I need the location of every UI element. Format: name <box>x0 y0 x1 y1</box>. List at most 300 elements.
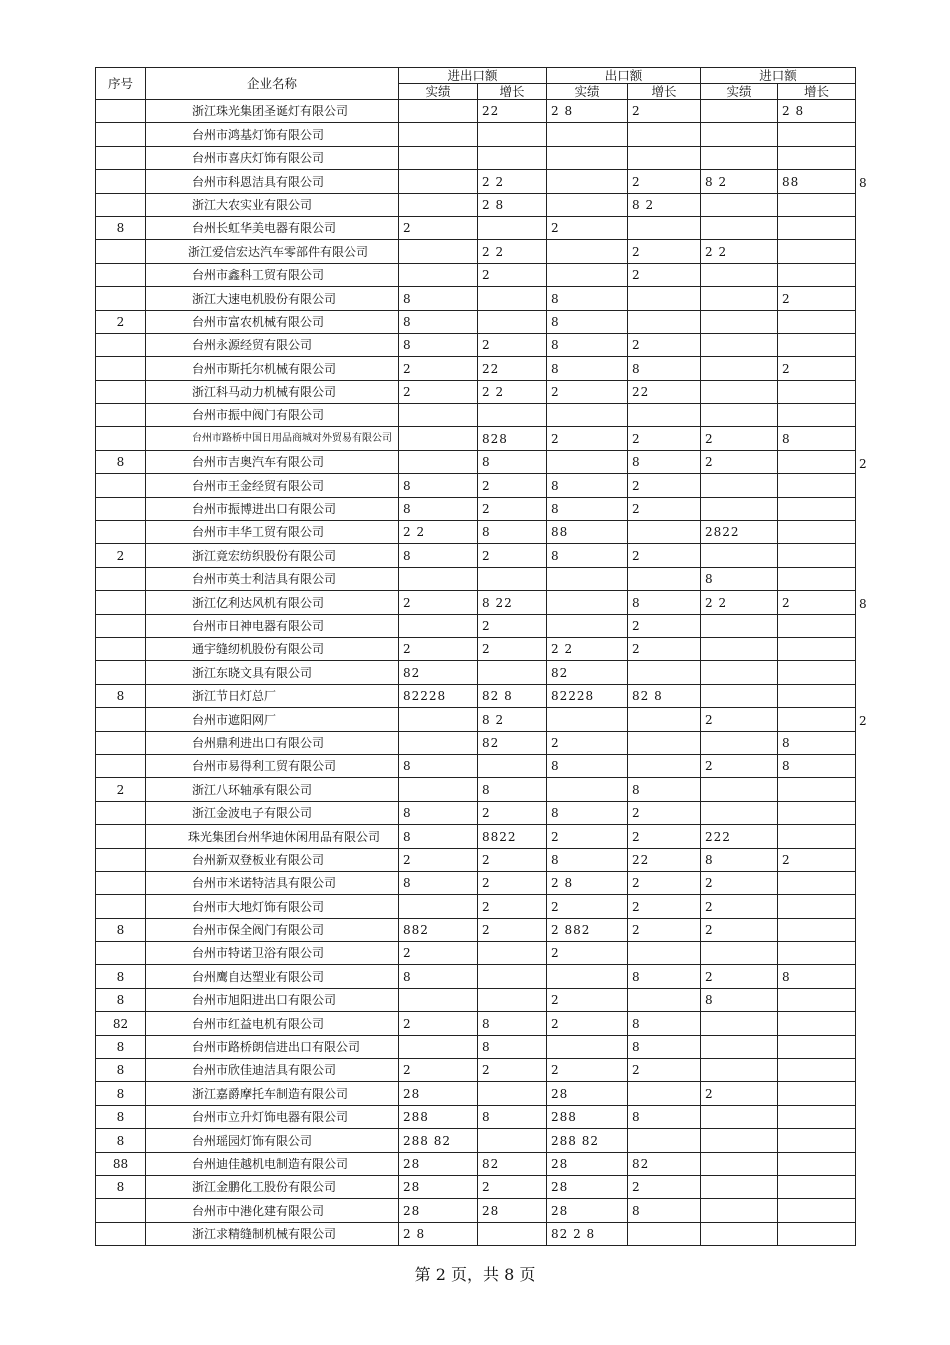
import-growth-cell <box>778 123 856 146</box>
export-actual-cell: 288 82 <box>547 1129 628 1152</box>
total-growth-cell <box>478 404 547 427</box>
export-actual-cell <box>547 614 628 637</box>
import-growth-cell <box>778 1012 856 1035</box>
import-actual-cell: 2 <box>701 965 778 988</box>
table-row <box>96 1035 856 1058</box>
export-actual-cell: 2 <box>547 731 628 754</box>
table-row <box>96 754 856 777</box>
total-growth-cell: 22 <box>478 357 547 380</box>
import-growth-cell: 2 <box>778 848 856 871</box>
table-row <box>96 287 856 310</box>
table-row <box>96 965 856 988</box>
import-actual-cell: 2 2 <box>701 591 778 614</box>
total-growth-cell: 28 <box>478 1199 547 1222</box>
table-row <box>96 871 856 894</box>
export-actual-cell: 2 <box>547 216 628 239</box>
row-seq: 8 <box>96 965 146 988</box>
import-actual-cell <box>701 404 778 427</box>
total-growth-cell: 2 <box>478 614 547 637</box>
import-growth-cell <box>778 146 856 169</box>
table-row <box>96 825 856 848</box>
total-growth-cell <box>478 965 547 988</box>
total-actual-cell <box>399 404 478 427</box>
row-seq <box>96 708 146 731</box>
import-growth-cell: 2 <box>778 591 856 614</box>
export-growth-cell: 2 <box>628 333 701 356</box>
import-actual-cell <box>701 731 778 754</box>
total-actual-cell <box>399 895 478 918</box>
total-growth-cell <box>478 310 547 333</box>
export-actual-cell: 28 <box>547 1199 628 1222</box>
company-name: 台州市遮阳网厂 <box>146 708 399 731</box>
subheader-growth: 增长 <box>778 84 856 100</box>
export-actual-cell: 288 <box>547 1105 628 1128</box>
export-actual-cell <box>547 778 628 801</box>
row-seq <box>96 521 146 544</box>
import-growth-cell <box>778 310 856 333</box>
total-actual-cell <box>399 450 478 473</box>
import-actual-cell: 8 <box>701 988 778 1011</box>
import-growth-cell: 8 <box>778 427 856 450</box>
import-growth-cell: 2 <box>778 357 856 380</box>
row-seq <box>96 1222 146 1245</box>
export-actual-cell: 28 <box>547 1175 628 1198</box>
total-actual-cell: 2 <box>399 591 478 614</box>
import-actual-cell <box>701 380 778 403</box>
export-actual-cell: 8 <box>547 310 628 333</box>
total-growth-cell: 8 <box>478 1105 547 1128</box>
total-actual-cell <box>399 427 478 450</box>
company-name: 台州市路桥朗信进出口有限公司 <box>146 1035 399 1058</box>
total-actual-cell <box>399 708 478 731</box>
export-actual-cell: 2 882 <box>547 918 628 941</box>
export-actual-cell <box>547 965 628 988</box>
table-row <box>96 333 856 356</box>
company-name: 台州瑶园灯饰有限公司 <box>146 1129 399 1152</box>
table-row <box>96 146 856 169</box>
import-growth-cell: 8 <box>778 731 856 754</box>
import-actual-cell: 2 <box>701 427 778 450</box>
import-growth-cell <box>778 450 856 473</box>
company-name: 台州市科恩洁具有限公司 <box>146 170 399 193</box>
total-growth-cell: 2 <box>478 1059 547 1082</box>
table-row <box>96 1082 856 1105</box>
total-actual-cell <box>399 614 478 637</box>
company-name: 台州市中港化建有限公司 <box>146 1199 399 1222</box>
table-row <box>96 661 856 684</box>
row-seq <box>96 474 146 497</box>
company-name: 台州市喜庆灯饰有限公司 <box>146 146 399 169</box>
export-actual-cell <box>547 263 628 286</box>
table-row <box>96 1152 856 1175</box>
company-name: 台州市大地灯饰有限公司 <box>146 895 399 918</box>
import-growth-cell <box>778 661 856 684</box>
row-seq <box>96 591 146 614</box>
company-name: 台州市旭阳进出口有限公司 <box>146 988 399 1011</box>
export-growth-cell <box>628 661 701 684</box>
export-growth-cell: 8 <box>628 965 701 988</box>
export-growth-cell: 2 <box>628 100 701 123</box>
table-row <box>96 497 856 520</box>
total-actual-cell: 2 <box>399 357 478 380</box>
export-actual-cell: 2 <box>547 895 628 918</box>
table-row <box>96 1059 856 1082</box>
export-growth-cell: 8 <box>628 1199 701 1222</box>
import-actual-cell <box>701 497 778 520</box>
subheader-actual: 实绩 <box>547 84 628 100</box>
export-growth-cell <box>628 1082 701 1105</box>
import-growth-cell: 88 <box>778 170 856 193</box>
export-actual-cell: 82 <box>547 661 628 684</box>
export-growth-cell: 2 <box>628 497 701 520</box>
import-actual-cell: 8 <box>701 567 778 590</box>
row-seq <box>96 427 146 450</box>
export-actual-cell <box>547 146 628 169</box>
import-growth-cell <box>778 801 856 824</box>
total-growth-cell <box>478 754 547 777</box>
row-seq: 2 <box>96 310 146 333</box>
table-row <box>96 521 856 544</box>
total-actual-cell: 2 <box>399 216 478 239</box>
total-growth-cell: 2 <box>478 918 547 941</box>
total-actual-cell <box>399 193 478 216</box>
outside-value: 2 <box>859 714 867 729</box>
import-growth-cell <box>778 404 856 427</box>
export-growth-cell: 22 <box>628 380 701 403</box>
total-actual-cell: 2 <box>399 637 478 660</box>
company-name: 台州市振博进出口有限公司 <box>146 497 399 520</box>
export-growth-cell <box>628 708 701 731</box>
total-actual-cell: 8 <box>399 754 478 777</box>
export-actual-cell <box>547 450 628 473</box>
table-row <box>96 450 856 473</box>
company-name: 台州市斯托尔机械有限公司 <box>146 357 399 380</box>
subheader-actual: 实绩 <box>399 84 478 100</box>
import-growth-cell <box>778 193 856 216</box>
table-row <box>96 988 856 1011</box>
export-actual-cell <box>547 123 628 146</box>
import-growth-cell <box>778 1152 856 1175</box>
export-actual-cell <box>547 708 628 731</box>
import-actual-cell: 2 <box>701 754 778 777</box>
total-actual-cell <box>399 731 478 754</box>
total-actual-cell <box>399 240 478 263</box>
total-actual-cell: 8 <box>399 497 478 520</box>
export-actual-cell <box>547 1035 628 1058</box>
export-actual-cell: 2 <box>547 1059 628 1082</box>
total-growth-cell: 2 <box>478 1175 547 1198</box>
group-header-total: 进出口额 <box>399 68 547 84</box>
company-name: 台州市路桥中国日用品商城对外贸易有限公司 <box>146 427 399 450</box>
export-actual-cell: 2 8 <box>547 871 628 894</box>
import-actual-cell <box>701 637 778 660</box>
total-growth-cell: 82 8 <box>478 684 547 707</box>
table-row <box>96 544 856 567</box>
import-actual-cell <box>701 263 778 286</box>
export-actual-cell <box>547 240 628 263</box>
export-growth-cell: 2 <box>628 1059 701 1082</box>
export-growth-cell: 8 <box>628 357 701 380</box>
export-actual-cell <box>547 591 628 614</box>
table-row <box>96 263 856 286</box>
outside-value: 2 <box>859 456 867 471</box>
company-name: 浙江亿利达风机有限公司 <box>146 591 399 614</box>
company-name: 台州市欣佳迪洁具有限公司 <box>146 1059 399 1082</box>
total-growth-cell: 2 <box>478 637 547 660</box>
export-growth-cell: 2 <box>628 1175 701 1198</box>
row-seq <box>96 497 146 520</box>
total-actual-cell: 8 <box>399 333 478 356</box>
import-growth-cell: 8 <box>778 965 856 988</box>
import-actual-cell <box>701 942 778 965</box>
export-growth-cell <box>628 146 701 169</box>
company-name: 浙江东晓文具有限公司 <box>146 661 399 684</box>
import-growth-cell: 2 8 <box>778 100 856 123</box>
row-seq: 8 <box>96 1129 146 1152</box>
row-seq: 8 <box>96 216 146 239</box>
row-seq: 2 <box>96 544 146 567</box>
import-actual-cell <box>701 333 778 356</box>
total-growth-cell: 2 <box>478 333 547 356</box>
import-actual-cell: 2 <box>701 708 778 731</box>
total-actual-cell: 2 <box>399 1059 478 1082</box>
import-growth-cell <box>778 1059 856 1082</box>
export-actual-cell <box>547 567 628 590</box>
import-actual-cell <box>701 1199 778 1222</box>
total-actual-cell: 288 82 <box>399 1129 478 1152</box>
total-actual-cell: 8 <box>399 287 478 310</box>
company-name: 台州鼎利进出口有限公司 <box>146 731 399 754</box>
total-actual-cell: 882 <box>399 918 478 941</box>
export-actual-cell <box>547 170 628 193</box>
import-actual-cell <box>701 474 778 497</box>
export-growth-cell: 2 <box>628 871 701 894</box>
total-growth-cell: 82 <box>478 1152 547 1175</box>
row-seq: 8 <box>96 450 146 473</box>
export-actual-cell: 2 <box>547 988 628 1011</box>
import-growth-cell <box>778 871 856 894</box>
row-seq <box>96 801 146 824</box>
import-actual-cell: 2 <box>701 918 778 941</box>
import-growth-cell <box>778 380 856 403</box>
row-seq: 8 <box>96 1059 146 1082</box>
import-growth-cell <box>778 333 856 356</box>
export-growth-cell: 8 <box>628 778 701 801</box>
import-actual-cell <box>701 1175 778 1198</box>
export-actual-cell: 2 2 <box>547 637 628 660</box>
total-actual-cell <box>399 100 478 123</box>
export-growth-cell <box>628 1129 701 1152</box>
export-actual-cell: 82228 <box>547 684 628 707</box>
table-row <box>96 310 856 333</box>
company-name: 台州市英士利洁具有限公司 <box>146 567 399 590</box>
import-actual-cell <box>701 684 778 707</box>
subheader-growth: 增长 <box>478 84 547 100</box>
total-growth-cell <box>478 146 547 169</box>
import-growth-cell: 8 <box>778 754 856 777</box>
import-growth-cell <box>778 263 856 286</box>
export-growth-cell: 8 <box>628 1035 701 1058</box>
company-name: 台州市吉奥汽车有限公司 <box>146 450 399 473</box>
row-seq <box>96 848 146 871</box>
table-row <box>96 895 856 918</box>
table-row <box>96 427 856 450</box>
export-actual-cell: 8 <box>547 497 628 520</box>
table-row <box>96 216 856 239</box>
total-actual-cell <box>399 170 478 193</box>
import-actual-cell: 2 2 <box>701 240 778 263</box>
total-growth-cell <box>478 1082 547 1105</box>
company-name: 台州永源经贸有限公司 <box>146 333 399 356</box>
total-actual-cell: 28 <box>399 1199 478 1222</box>
total-growth-cell: 2 2 <box>478 170 547 193</box>
row-seq <box>96 567 146 590</box>
subheader-growth: 增长 <box>628 84 701 100</box>
export-growth-cell: 2 <box>628 825 701 848</box>
export-actual-cell: 2 <box>547 427 628 450</box>
table-row <box>96 801 856 824</box>
total-growth-cell: 8 <box>478 778 547 801</box>
import-growth-cell <box>778 614 856 637</box>
import-growth-cell <box>778 497 856 520</box>
company-name: 台州鹰自达塑业有限公司 <box>146 965 399 988</box>
total-growth-cell <box>478 1222 547 1245</box>
total-growth-cell: 2 <box>478 544 547 567</box>
export-growth-cell: 8 <box>628 1012 701 1035</box>
export-growth-cell <box>628 942 701 965</box>
export-growth-cell <box>628 404 701 427</box>
company-name: 台州市丰华工贸有限公司 <box>146 521 399 544</box>
total-actual-cell <box>399 123 478 146</box>
export-growth-cell: 82 <box>628 1152 701 1175</box>
export-actual-cell: 2 <box>547 380 628 403</box>
row-seq: 8 <box>96 1082 146 1105</box>
import-growth-cell <box>778 1082 856 1105</box>
company-name: 台州市红益电机有限公司 <box>146 1012 399 1035</box>
export-growth-cell <box>628 731 701 754</box>
import-actual-cell <box>701 310 778 333</box>
row-seq <box>96 942 146 965</box>
company-name: 浙江竟宏纺织股份有限公司 <box>146 544 399 567</box>
import-actual-cell <box>701 544 778 567</box>
import-growth-cell <box>778 942 856 965</box>
table-row <box>96 1222 856 1245</box>
row-seq <box>96 357 146 380</box>
export-actual-cell: 2 <box>547 1012 628 1035</box>
import-actual-cell <box>701 1035 778 1058</box>
company-name: 浙江大速电机股份有限公司 <box>146 287 399 310</box>
subheader-actual: 实绩 <box>701 84 778 100</box>
table-row <box>96 170 856 193</box>
export-growth-cell <box>628 988 701 1011</box>
table-row <box>96 1012 856 1035</box>
total-growth-cell: 2 <box>478 895 547 918</box>
company-name: 通宇缝纫机股份有限公司 <box>146 637 399 660</box>
total-actual-cell: 28 <box>399 1082 478 1105</box>
import-actual-cell <box>701 123 778 146</box>
import-growth-cell <box>778 240 856 263</box>
export-growth-cell: 8 2 <box>628 193 701 216</box>
total-growth-cell: 2 <box>478 871 547 894</box>
export-growth-cell: 22 <box>628 848 701 871</box>
row-seq <box>96 871 146 894</box>
table-row <box>96 100 856 123</box>
row-seq <box>96 825 146 848</box>
import-growth-cell <box>778 521 856 544</box>
company-name: 台州市米诺特洁具有限公司 <box>146 871 399 894</box>
export-growth-cell: 82 8 <box>628 684 701 707</box>
export-growth-cell: 2 <box>628 240 701 263</box>
table-row <box>96 123 856 146</box>
import-actual-cell: 8 <box>701 848 778 871</box>
export-growth-cell: 2 <box>628 918 701 941</box>
row-seq: 8 <box>96 1035 146 1058</box>
table-row <box>96 240 856 263</box>
import-actual-cell <box>701 1129 778 1152</box>
total-actual-cell: 2 2 <box>399 521 478 544</box>
export-actual-cell <box>547 404 628 427</box>
company-name: 浙江爱信宏达汽车零部件有限公司 <box>146 240 399 263</box>
total-actual-cell: 8 <box>399 801 478 824</box>
group-header-import: 进口额 <box>701 68 856 84</box>
table-row <box>96 731 856 754</box>
table-row <box>96 942 856 965</box>
table-row <box>96 474 856 497</box>
row-seq <box>96 1199 146 1222</box>
row-seq: 2 <box>96 778 146 801</box>
total-actual-cell <box>399 988 478 1011</box>
row-seq <box>96 123 146 146</box>
export-growth-cell <box>628 567 701 590</box>
row-seq <box>96 380 146 403</box>
company-name: 台州长虹华美电器有限公司 <box>146 216 399 239</box>
import-actual-cell: 8 2 <box>701 170 778 193</box>
import-growth-cell <box>778 1105 856 1128</box>
total-growth-cell <box>478 287 547 310</box>
export-growth-cell: 8 <box>628 450 701 473</box>
company-name: 浙江大农实业有限公司 <box>146 193 399 216</box>
table-row <box>96 637 856 660</box>
export-growth-cell <box>628 754 701 777</box>
import-actual-cell <box>701 1222 778 1245</box>
table-row <box>96 1105 856 1128</box>
table-row <box>96 1129 856 1152</box>
table-row <box>96 567 856 590</box>
export-actual-cell: 2 <box>547 942 628 965</box>
export-actual-cell: 28 <box>547 1082 628 1105</box>
table-row <box>96 357 856 380</box>
import-actual-cell <box>701 146 778 169</box>
total-growth-cell: 2 2 <box>478 240 547 263</box>
export-actual-cell: 2 <box>547 825 628 848</box>
total-growth-cell: 2 2 <box>478 380 547 403</box>
import-growth-cell <box>778 825 856 848</box>
table-row <box>96 708 856 731</box>
company-name: 浙江金波电子有限公司 <box>146 801 399 824</box>
outside-value: 8 <box>859 176 867 191</box>
page-footer: 第 2 页，共 8 页 <box>414 1265 536 1284</box>
row-seq <box>96 146 146 169</box>
export-actual-cell: 8 <box>547 544 628 567</box>
table-row <box>96 1175 856 1198</box>
table-row <box>96 1199 856 1222</box>
trade-table <box>95 67 856 1246</box>
export-growth-cell: 2 <box>628 895 701 918</box>
total-growth-cell: 2 <box>478 474 547 497</box>
import-actual-cell <box>701 193 778 216</box>
export-actual-cell: 82 2 8 <box>547 1222 628 1245</box>
import-growth-cell <box>778 918 856 941</box>
